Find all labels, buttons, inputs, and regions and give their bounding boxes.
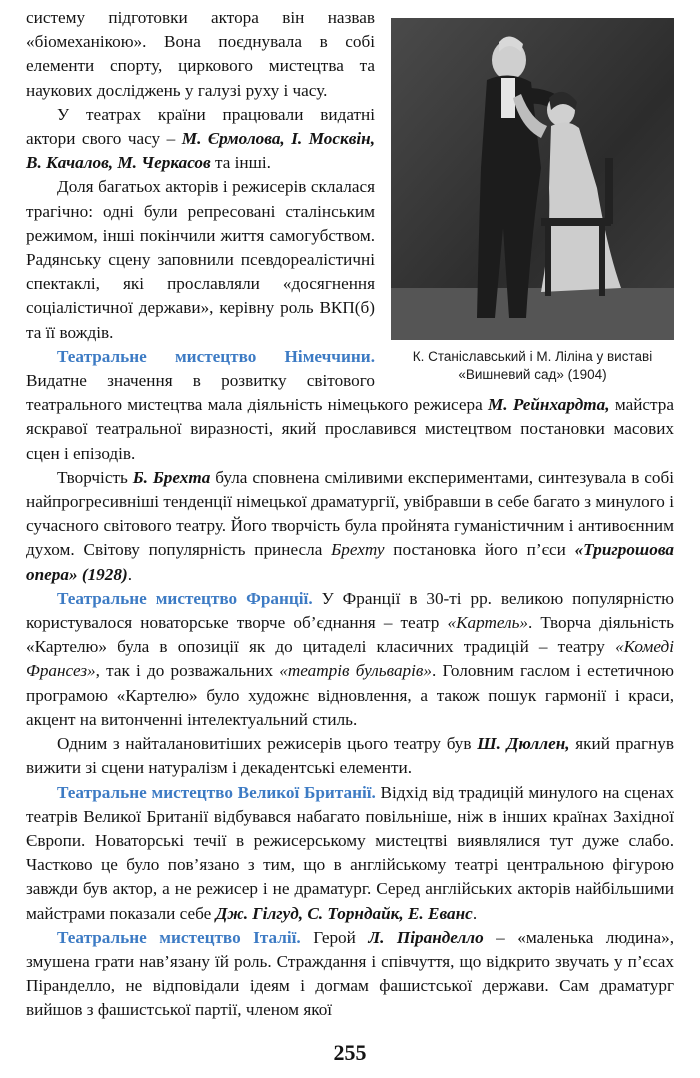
actor-names: М. Єрмолова, І. Москвін, В. Качалов, М. Черкасов <box>26 129 375 173</box>
france-text-2: . Творча діяльність «Картелю» була в опозиції як до цитаделі класичних традицій – театру <box>26 613 674 657</box>
name-dullin: Ш. Дюллен, <box>477 734 570 754</box>
cartel-name: «Картель» <box>447 613 528 633</box>
heading-italy: Театральне мистецтво Італії. <box>57 927 301 947</box>
paragraph-britain <box>26 781 674 926</box>
paragraph-brecht <box>26 466 674 587</box>
britain-text: Відхід від традицій минулого на сценах театрів Великої Британії відбувався набагато повільніше, ніж в інших країнах Західної Європи. Новаторські течії в режисерському мистецтві виявлялися тут дуже слабо. Частково це було пов’язано з тим, що в англійському театрі центральною фігурою завжди був актор, а не режисер і не драматург. Серед англійських акторів найбільшими майстрами показали себе <box>26 782 674 923</box>
name-brecht: Б. Брехта <box>132 467 211 487</box>
dullin-text-end: який прагнув вижити зі сцени натуралізм і декадентські елементи. <box>26 734 674 778</box>
boulevard-theatres: «театрів бульварів» <box>279 661 432 681</box>
france-text-end: . Головним гаслом і естетичною програмою «Картелю» було художнє відновлення, а також пошук гармонії і краси, акцент на витонченні інтелектуальний стиль. <box>26 661 674 729</box>
paragraph-2-text: У театрах країни працювали видатні актори свого часу – <box>26 104 375 149</box>
body-text <box>26 6 674 1023</box>
paragraph-1-text: систему підготовки актора він назвав «біомеханікою». Вона поєднувала в собі елементи спорту, циркового мистецтва та наукових досліджень у галузі руху і часу. <box>26 8 375 100</box>
paragraph-3-text: Доля багатьох акторів і режисерів склалася трагічно: одні були репресовані сталінським режимом, інші покінчили життя самогубством. Радянську сцену заповнили псевдореалістичні спектаклі, які прославляли «досягнення соціалістичної держави», керівну роль ВКП(б) та її вождів. <box>26 177 375 342</box>
figure <box>391 18 674 384</box>
photo-illustration <box>391 18 674 340</box>
paragraph-2-end: та інші. <box>210 153 271 173</box>
brecht-text-end: . <box>127 564 132 584</box>
france-text-3: , так і до розважальних <box>95 661 280 681</box>
paragraph-france <box>26 587 674 732</box>
figure-caption <box>391 348 674 384</box>
name-pirandello: Л. Піранделло <box>368 927 484 947</box>
germany-text: Видатне значення в розвитку світового театрального мистецтва мала діяльність німецького режисера <box>26 371 488 415</box>
brecht-text-2: була сповнена сміливими експериментами, синтезувала в собі найпрогресивніші тенденції німецької драматургії, увібравши в себе багато з минулого і сучасного світового театру. Його творчість була пройнята гуманістичним і антивоєнним духом. Світову популярність принесла <box>26 467 675 560</box>
brecht-text-3: постановка його п’єси <box>384 540 575 560</box>
caption-line-1: К. Станіславський і М. Ліліна у виставі <box>412 349 653 364</box>
britain-text-end: . <box>472 903 478 923</box>
italy-text: Герой <box>300 927 369 947</box>
play-title: «Тригрошова опера» (1928) <box>26 540 674 584</box>
heading-germany: Театральне мистецтво Німеччини. <box>57 346 375 366</box>
theatre-photo <box>391 18 674 340</box>
british-actors: Дж. Гілгуд, С. Торндайк, Е. Еванс <box>215 903 473 923</box>
paragraph-dullin <box>26 732 674 780</box>
caption-line-2: «Вишневий сад» (1904) <box>458 367 607 382</box>
italy-text-end: – «маленька людина», змушена грати нав’язану їй роль. Страждання і співчуття, що відкрито звучать у п’єсах Піранделло, не відповідали ідеям і догмам фашистської держави. Сам драматург вийшов з фашистської партії, членом якої <box>26 927 674 1020</box>
page-number: 255 <box>333 1040 367 1065</box>
heading-britain: Театральне мистецтво Великої Британії. <box>57 782 376 802</box>
comedie-francaise: «Комеді Франсез» <box>26 637 674 681</box>
dullin-text: Одним з найталановитіших режисерів цього театру був <box>57 734 478 754</box>
name-brecht-2: Брехту <box>331 540 385 560</box>
paragraph-italy <box>26 926 674 1023</box>
germany-text-end: майстра яскравої театральної виразності, який прославився мистецтвом постановки масових сцен і епізодів. <box>26 395 674 463</box>
france-text: У Франції в 30-ті рр. великою популярністю користувалося новаторське творче об’єднання – театр <box>26 588 674 633</box>
brecht-text: Творчість <box>57 467 133 487</box>
name-reinhardt: М. Рейнхардта, <box>488 395 610 415</box>
heading-france: Театральне мистецтво Франції. <box>57 588 313 608</box>
